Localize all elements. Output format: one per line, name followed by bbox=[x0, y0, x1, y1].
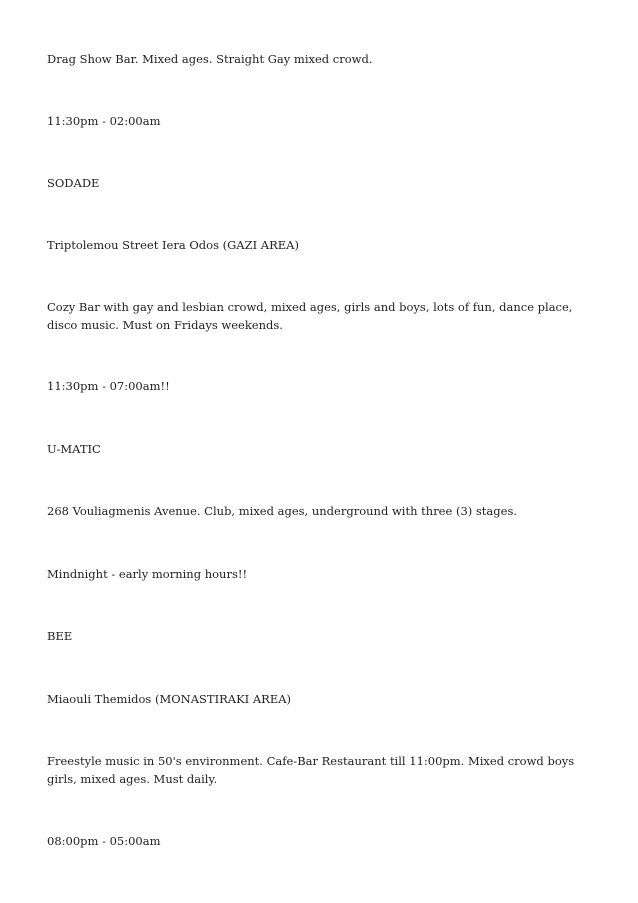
venue-name-sodade: SODADE bbox=[47, 176, 100, 190]
venue-hours-umatic: Mindnight - early morning hours!! bbox=[47, 567, 248, 581]
venue-description-umatic: 268 Vouliagmenis Avenue. Club, mixed ages, underground with three (3) stages. bbox=[47, 504, 518, 518]
venue-hours-bee: 08:00pm - 05:00am bbox=[47, 834, 161, 848]
venue-description-sodade: Cozy Bar with gay and lesbian crowd, mixed ages, girls and boys, lots of fun, dance place, disco music. Must on Fridays weekends. bbox=[47, 300, 573, 332]
paragraph-hours: 11:30pm - 02:00am bbox=[47, 114, 161, 128]
venue-name-bee: BEE bbox=[47, 629, 73, 643]
venue-address-bee: Miaouli Themidos (MONASTIRAKI AREA) bbox=[47, 692, 292, 706]
venue-address-sodade: Triptolemou Street Iera Odos (GAZI AREA) bbox=[47, 238, 299, 252]
venue-hours-sodade: 11:30pm - 07:00am!! bbox=[47, 379, 170, 393]
venue-name-umatic: U-MATIC bbox=[47, 442, 101, 456]
paragraph-description: Drag Show Bar. Mixed ages. Straight Gay mixed crowd. bbox=[47, 52, 373, 66]
venue-description-bee: Freestyle music in 50's environment. Cafe-Bar Restaurant till 11:00pm. Mixed crowd boys girls, mixed ages. Must daily. bbox=[47, 754, 575, 786]
